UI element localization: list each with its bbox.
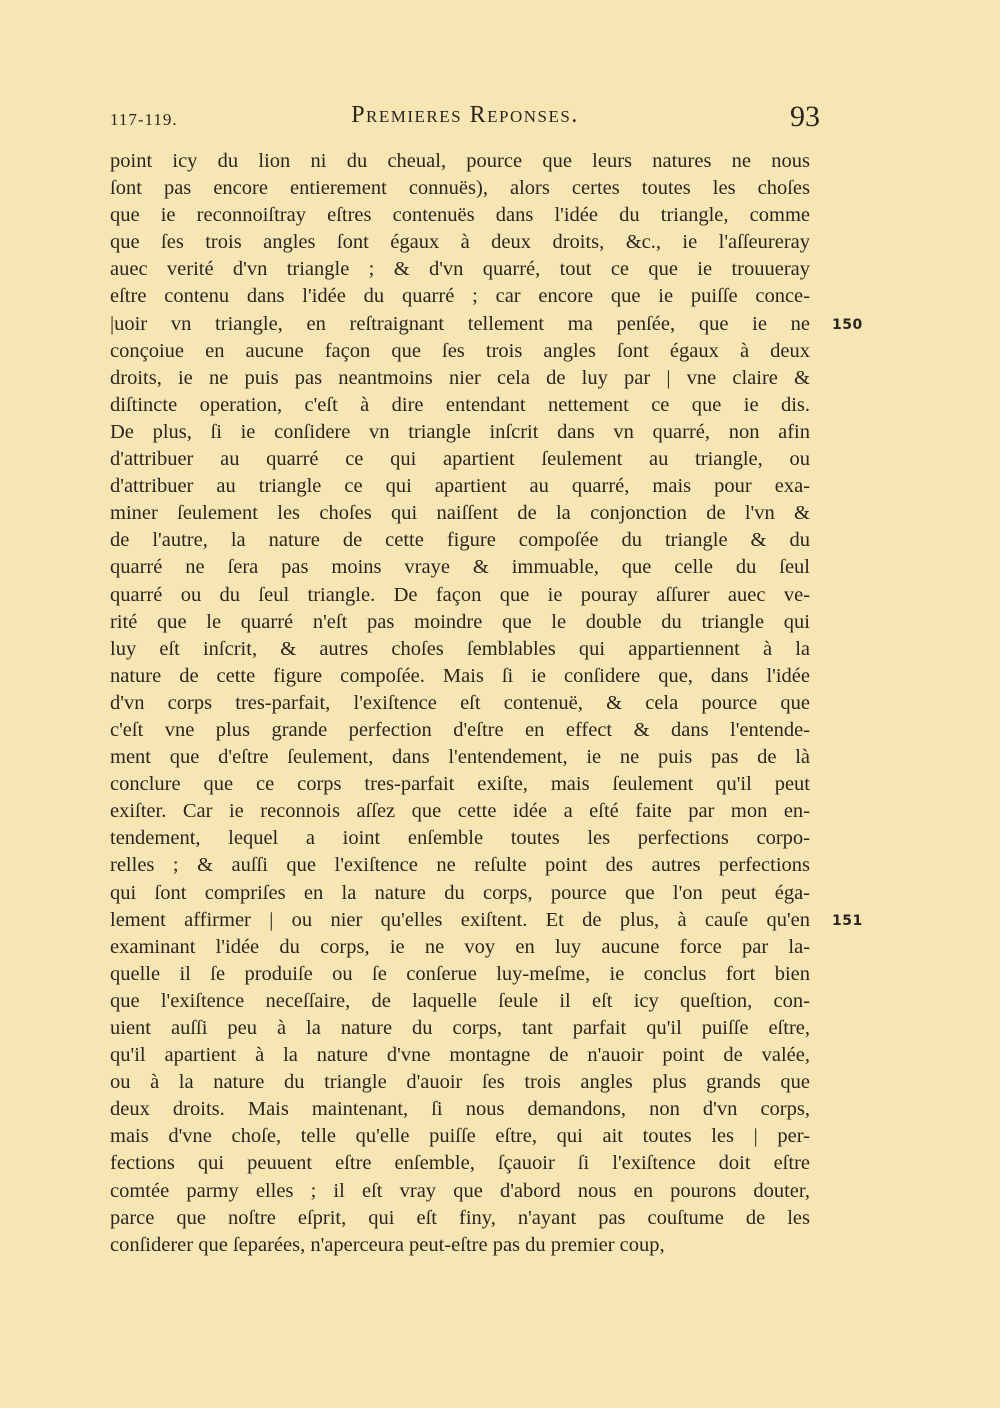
- text-line: |uoir vn triangle, en reſtraignant tellement ma penſée, que ie ne: [110, 312, 810, 335]
- text-line: relles ; & auſſi que l'exiſtence ne reſulte point des autres perfections: [110, 854, 810, 877]
- text-line: uient auſſi peu à la nature du corps, tant parfait qu'il puiſſe eſtre,: [110, 1017, 810, 1039]
- text-line: auec verité d'vn triangle ; & d'vn quarré, tout ce que ie trouueray: [110, 258, 810, 281]
- text-line: mais d'vne choſe, telle qu'elle puiſſe eſtre, qui ait toutes les | per-: [110, 1125, 810, 1148]
- text-line: eſtre contenu dans l'idée du quarré ; car encore que ie puiſſe conce-: [110, 285, 810, 308]
- text-line: parce que noſtre eſprit, qui eſt finy, n'ayant pas couſtume de les: [110, 1206, 810, 1229]
- text-line: luy eſt inſcrit, & autres choſes ſemblables qui appartiennent à la: [110, 637, 810, 660]
- body-text: [110, 148, 810, 1259]
- text-line: point icy du lion ni du cheual, pource que leurs natures ne nous: [110, 150, 810, 172]
- text-line: qu'il apartient à la nature d'vne montagne de n'auoir point de valée,: [110, 1044, 810, 1067]
- text-line: ſont pas encore entierement connuës), alors certes toutes les choſes: [110, 177, 810, 200]
- text-line: conclure que ce corps tres-parfait exiſte, mais ſeulement qu'il peut: [110, 773, 810, 796]
- text-line: que ie reconnoiſtray eſtres contenuës dans l'idée du triangle, comme: [110, 204, 810, 227]
- text-line: fections qui peuuent eſtre enſemble, ſçauoir ſi l'exiſtence doit eſtre: [110, 1152, 810, 1175]
- text-line: d'attribuer au triangle ce qui apartient au quarré, mais pour exa-: [110, 475, 810, 498]
- running-title: Premieres Reponses.: [351, 102, 579, 128]
- text-line: nature de cette figure compoſée. Mais ſi ie conſidere que, dans l'idée: [110, 664, 810, 687]
- text-line: ou à la nature du triangle d'auoir ſes trois angles plus grands que: [110, 1071, 810, 1094]
- text-line: comtée parmy elles ; il eſt vray que d'abord nous en pourons douter,: [110, 1179, 810, 1202]
- text-line: examinant l'idée du corps, ie ne voy en luy aucune force par la-: [110, 935, 810, 958]
- text-line: qui ſont compriſes en la nature du corps, pource que l'on peut éga-: [110, 881, 810, 904]
- text-line: droits, ie ne puis pas neantmoins nier cela de luy par | vne claire &: [110, 366, 810, 389]
- text-line: ment que d'eſtre ſeulement, dans l'entendement, ie ne puis pas de là: [110, 746, 810, 769]
- text-line: d'vn corps tres-parfait, l'exiſtence eſt contenuë, & cela pource que: [110, 691, 810, 714]
- text-line: d'attribuer au quarré ce qui apartient ſeulement au triangle, ou: [110, 448, 810, 471]
- text-line: tendement, lequel a ioint enſemble toutes les perfections corpo-: [110, 827, 810, 850]
- text-line: De plus, ſi ie conſidere vn triangle inſcrit dans vn quarré, non afin: [110, 420, 810, 443]
- running-head: [110, 100, 820, 136]
- text-line: deux droits. Mais maintenant, ſi nous demandons, non d'vn corps,: [110, 1098, 810, 1121]
- text-line: quelle il ſe produiſe ou ſe conſerue luy-meſme, ie conclus fort bien: [110, 962, 810, 985]
- text-line: que ſes trois angles ſont égaux à deux droits, &c., ie l'aſſeureray: [110, 231, 810, 254]
- section-range: 117-119.: [110, 110, 178, 129]
- text-line: exiſter. Car ie reconnois aſſez que cette idée a eſté faite par mon en-: [110, 800, 810, 823]
- text-line: rité que le quarré n'eſt pas moindre que le double du triangle qui: [110, 610, 810, 633]
- text-line: de l'autre, la nature de cette figure compoſée du triangle & du: [110, 529, 810, 552]
- text-line: quarré ou du ſeul triangle. De façon que ie pouray aſſurer auec ve-: [110, 583, 810, 606]
- text-line: conſiderer que ſeparées, n'aperceura peut-eſtre pas du premier coup,: [110, 1233, 665, 1256]
- text-line: c'eſt vne plus grande perfection d'eſtre en effect & dans l'entende-: [110, 718, 810, 741]
- marginal-line-number: 151: [832, 912, 863, 929]
- text-line: lement affirmer | ou nier qu'elles exiſtent. Et de plus, à cauſe qu'en: [110, 908, 810, 931]
- marginal-line-number: 150: [832, 316, 863, 333]
- text-line: conçoiue en aucune façon que ſes trois angles ſont égaux à deux: [110, 339, 810, 362]
- text-line: miner ſeulement les choſes qui naiſſent de la conjonction de l'vn &: [110, 502, 810, 525]
- text-line: diſtincte operation, c'eſt à dire entendant nettement ce que ie dis.: [110, 393, 810, 416]
- page-number: 93: [790, 100, 820, 133]
- text-line: que l'exiſtence neceſſaire, de laquelle ſeule il eſt icy queſtion, con-: [110, 989, 810, 1012]
- text-line: quarré ne ſera pas moins vraye & immuable, que celle du ſeul: [110, 556, 810, 579]
